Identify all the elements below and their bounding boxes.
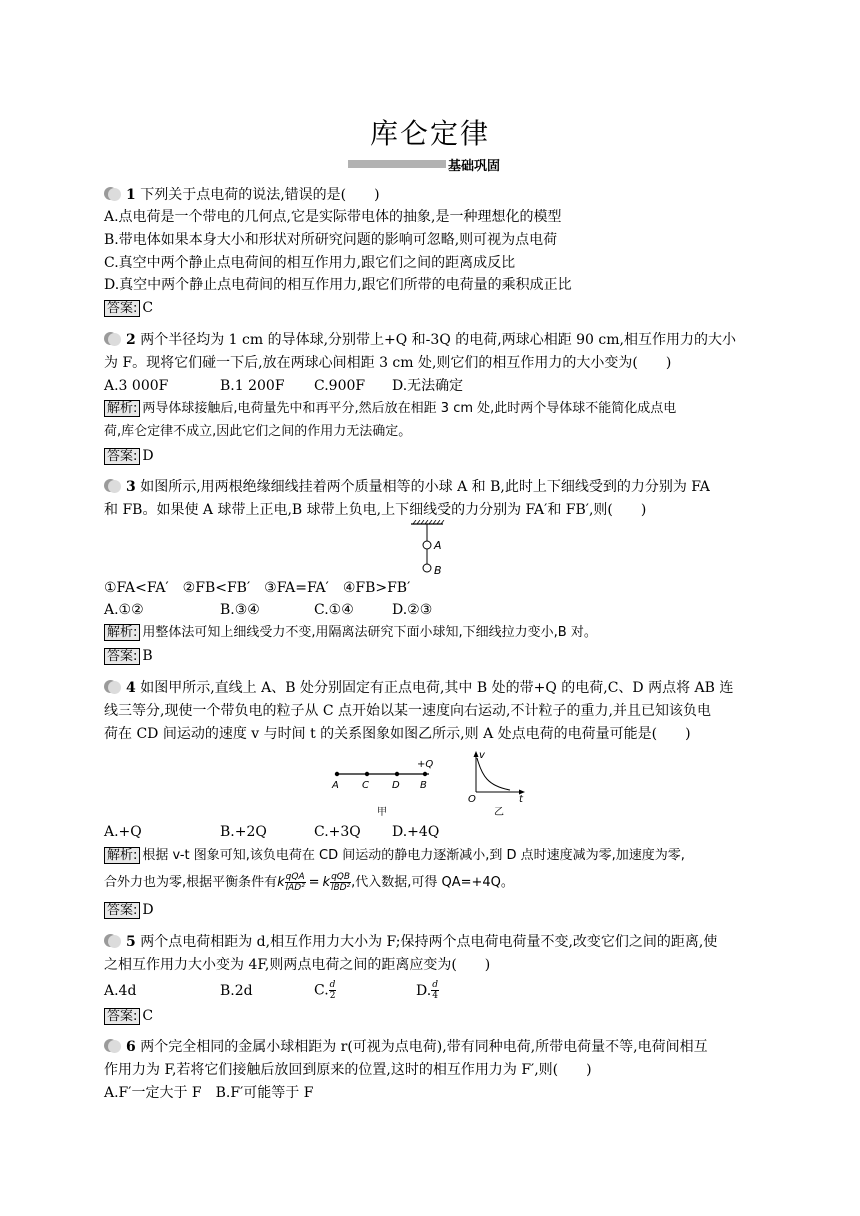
q6-options-ab: A.F′一定大于 F B.F′可能等于 F bbox=[104, 1085, 314, 1101]
q6-stem-line-1 bbox=[104, 1037, 708, 1057]
caption-jia: 甲 bbox=[377, 807, 387, 818]
section-label: 基础巩固 bbox=[448, 158, 501, 174]
q3-analysis: 用整体法可知上细线受力不变,用隔离法研究下面小球知,下细线拉力变小,B 对。 bbox=[142, 625, 597, 640]
q5-option-d bbox=[416, 980, 439, 1001]
q4-number: 4 bbox=[126, 680, 136, 696]
question-bullet-icon bbox=[104, 680, 122, 693]
fraction-qa-den: lAD² bbox=[285, 883, 305, 893]
q5-answer-line bbox=[104, 1006, 153, 1027]
fraction-d-4-den: 4 bbox=[432, 991, 438, 1001]
fraction-qb-den: lBD² bbox=[330, 883, 351, 893]
fraction-qa bbox=[285, 872, 306, 893]
ball-b bbox=[423, 564, 431, 572]
q6-stem-2: 作用力为 F,若将它们接触后放回到原来的位置,这时的相互作用力为 F′,则( ) bbox=[104, 1062, 592, 1078]
t-label: t bbox=[519, 794, 523, 805]
q4-stem-3: 荷在 CD 间运动的速度 v 与时间 t 的关系图象如图乙所示,则 A 处点电荷的电荷量可能是( ) bbox=[104, 726, 691, 742]
q6-stem-1: 两个完全相同的金属小球相距为 r(可视为点电荷),带有同种电荷,所带电荷量不等,电荷间相互 bbox=[140, 1039, 708, 1055]
label-a: A bbox=[434, 539, 442, 552]
q3-stem-2: 和 FB。如果使 A 球带上正电,B 球带上负电,上下细线受的力分别为 FA′和 FB′,则( ) bbox=[104, 502, 647, 518]
answer-tag: 答案: bbox=[104, 902, 140, 919]
page-title: 库仑定律 bbox=[369, 117, 490, 150]
equals-sign: = bbox=[308, 875, 320, 890]
q4-option-b: B.+2Q bbox=[220, 824, 267, 840]
q3-analysis-line bbox=[104, 623, 597, 643]
q1-stem: 下列关于点电荷的说法,错误的是( ) bbox=[140, 187, 380, 203]
q5-number: 5 bbox=[126, 934, 136, 950]
q4-answer: D bbox=[142, 902, 154, 918]
q1-number: 1 bbox=[126, 187, 136, 203]
q2-stem-line-1 bbox=[104, 330, 736, 350]
analysis-tag: 解析: bbox=[104, 624, 140, 641]
q3-items: ①FA<FA′ ②FB<FB′ ③FA=FA′ ④FB>FB′ bbox=[104, 580, 411, 596]
q3-number: 3 bbox=[126, 479, 136, 495]
fraction-d-2-den: 2 bbox=[329, 991, 336, 1001]
q3-option-c: C.①④ bbox=[314, 602, 354, 618]
question-bullet-icon bbox=[104, 934, 122, 947]
q2-number: 2 bbox=[126, 332, 136, 348]
point-c bbox=[365, 772, 369, 776]
ball-a bbox=[423, 541, 431, 549]
label-b: B bbox=[420, 780, 427, 791]
q4-stem-2: 线三等分,现使一个带负电的粒子从 C 点开始以某一速度向右运动,不计粒子的重力,并且已知该负电 bbox=[104, 703, 711, 719]
q3-answer: B bbox=[142, 648, 153, 664]
q4-analysis-line-1 bbox=[104, 846, 685, 866]
q3-stem-line-1 bbox=[104, 477, 710, 497]
origin-label: O bbox=[468, 794, 476, 805]
point-a bbox=[335, 772, 339, 776]
q4-option-d: D.+4Q bbox=[392, 824, 440, 840]
q4-stem-line-1 bbox=[104, 678, 733, 698]
answer-tag: 答案: bbox=[104, 300, 140, 317]
q3-options bbox=[104, 600, 432, 620]
v-axis-arrow bbox=[474, 751, 479, 757]
fraction-d-2 bbox=[329, 980, 337, 1001]
answer-tag: 答案: bbox=[104, 448, 140, 465]
q5-option-d-label: D. bbox=[416, 982, 432, 999]
q2-analysis-2: 荷,库仑定律不成立,因此它们之间的作用力无法确定。 bbox=[104, 424, 412, 439]
charge-label: +Q bbox=[417, 759, 434, 770]
q4-answer-line bbox=[104, 900, 154, 921]
q4-analysis-1: 根据 v-t 图象可知,该负电荷在 CD 间运动的静电力逐渐减小,到 D 点时速度减为零,加速度为零, bbox=[142, 848, 685, 863]
fraction-qb bbox=[330, 872, 351, 893]
q5-option-b: B.2d bbox=[220, 982, 253, 999]
q3-option-a: A.①② bbox=[104, 602, 144, 618]
q5-stem-line-1 bbox=[104, 932, 717, 952]
question-bullet-icon bbox=[104, 332, 122, 345]
q5-stem-1: 两个点电荷相距为 d,相互作用力大小为 F;保持两个点电荷电荷量不变,改变它们之间的距离,使 bbox=[140, 934, 718, 950]
label-d: D bbox=[392, 780, 400, 791]
fraction-qa-num: qQA bbox=[285, 872, 305, 882]
coulomb-k: k bbox=[277, 875, 285, 890]
q3-hanging-balls-figure bbox=[405, 520, 455, 578]
q1-stem-line bbox=[104, 185, 380, 205]
analysis-tag: 解析: bbox=[104, 847, 140, 864]
q4-analysis-2a: 合外力也为零,根据平衡条件有 bbox=[104, 875, 278, 890]
coulomb-k: k bbox=[322, 875, 331, 890]
q1-option-c: C.真空中两个静止点电荷间的相互作用力,跟它们之间的距离成反比 bbox=[104, 255, 516, 271]
q2-answer-line bbox=[104, 446, 154, 467]
question-bullet-icon bbox=[104, 1039, 122, 1052]
q2-option-b: B.1 200F bbox=[220, 378, 285, 394]
q1-option-d: D.真空中两个静止点电荷间的相互作用力,跟它们所带的电荷量的乘积成正比 bbox=[104, 277, 572, 293]
q2-answer: D bbox=[142, 448, 154, 464]
q2-analysis-line-1 bbox=[104, 399, 676, 419]
answer-tag: 答案: bbox=[104, 648, 140, 665]
point-b bbox=[423, 772, 427, 776]
point-d bbox=[395, 772, 399, 776]
q4-figure-jia bbox=[325, 752, 441, 820]
q1-answer: C bbox=[142, 300, 154, 316]
q4-analysis-line-2 bbox=[104, 872, 514, 893]
q5-option-c-label: C. bbox=[314, 982, 329, 999]
answer-tag: 答案: bbox=[104, 1008, 140, 1025]
q5-options bbox=[104, 980, 439, 1001]
q2-stem-1: 两个半径均为 1 cm 的导体球,分别带上+Q 和-3Q 的电荷,两球心相距 90 cm,相互作用力的大小 bbox=[140, 332, 736, 348]
question-bullet-icon bbox=[104, 187, 122, 200]
q2-option-d: D.无法确定 bbox=[392, 378, 464, 394]
q1-option-a: A.点电荷是一个带电的几何点,它是实际带电体的抽象,是一种理想化的模型 bbox=[104, 209, 562, 225]
v-label: v bbox=[479, 750, 485, 761]
q4-figure-yi-vt-graph bbox=[462, 748, 532, 820]
caption-yi: 乙 bbox=[494, 807, 504, 818]
q3-option-d: D.②③ bbox=[392, 602, 433, 618]
fraction-d-4 bbox=[431, 980, 439, 1001]
fraction-d-4-num: d bbox=[432, 980, 438, 990]
q2-analysis-1: 两导体球接触后,电荷量先中和再平分,然后放在相距 3 cm 处,此时两个导体球不能简化成点电 bbox=[142, 401, 677, 416]
vt-curve bbox=[477, 758, 510, 790]
label-b: B bbox=[434, 564, 442, 577]
q5-option-a: A.4d bbox=[104, 982, 137, 999]
q2-option-c: C.900F bbox=[314, 378, 366, 394]
fraction-qb-num: qQB bbox=[331, 872, 351, 882]
q5-stem-2: 之相互作用力大小变为 4F,则两点电荷之间的距离应变为( ) bbox=[104, 957, 491, 973]
section-header bbox=[348, 154, 500, 174]
q3-option-b: B.③④ bbox=[220, 602, 260, 618]
q2-options bbox=[104, 376, 463, 396]
analysis-tag: 解析: bbox=[104, 400, 140, 417]
fraction-d-2-num: d bbox=[329, 980, 336, 990]
q4-analysis-2b: ,代入数据,可得 QA=+4Q。 bbox=[351, 875, 514, 890]
q4-stem-1: 如图甲所示,直线上 A、B 处分别固定有正点电荷,其中 B 处的带+Q 的电荷,C、D 两点将 AB 连 bbox=[140, 680, 734, 696]
q2-option-a: A.3 000F bbox=[104, 378, 169, 394]
q5-option-c bbox=[314, 980, 416, 1001]
q5-answer: C bbox=[142, 1008, 154, 1024]
section-bar bbox=[348, 160, 446, 168]
q4-option-a: A.+Q bbox=[104, 824, 142, 840]
q1-answer-line bbox=[104, 298, 153, 319]
label-c: C bbox=[362, 780, 369, 791]
question-bullet-icon bbox=[104, 479, 122, 492]
q1-option-b: B.带电体如果本身大小和形状对所研究问题的影响可忽略,则可视为点电荷 bbox=[104, 232, 558, 248]
q3-answer-line bbox=[104, 646, 153, 667]
q2-stem-2: 为 F。现将它们碰一下后,放在两球心间相距 3 cm 处,则它们的相互作用力的大小变为( ) bbox=[104, 355, 672, 371]
q6-number: 6 bbox=[126, 1039, 136, 1055]
q4-option-c: C.+3Q bbox=[314, 824, 361, 840]
q3-stem-1: 如图所示,用两根绝缘细线挂着两个质量相等的小球 A 和 B,此时上下细线受到的力分别为 FA bbox=[140, 479, 710, 495]
q4-options bbox=[104, 822, 439, 842]
label-a: A bbox=[332, 780, 339, 791]
